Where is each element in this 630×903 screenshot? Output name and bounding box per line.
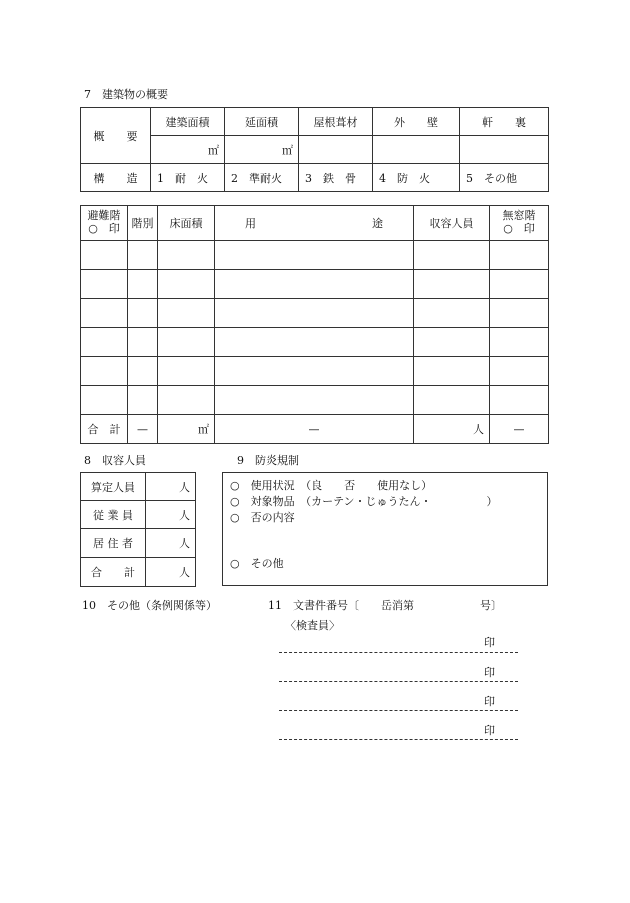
other-line[interactable]: ○ その他 xyxy=(230,557,284,570)
flame-regulation-box xyxy=(222,472,548,586)
structure-option-2[interactable]: 2 準耐火 xyxy=(225,164,299,192)
capacity-row-label: 合 計 xyxy=(81,558,146,587)
windowless-floor-mark: ○ 印 xyxy=(503,222,535,235)
stamp-mark: 印 xyxy=(484,636,495,649)
signature-line[interactable] xyxy=(279,681,518,682)
exterior-wall-cell[interactable] xyxy=(373,136,460,164)
capacity-row-unit[interactable]: 人 xyxy=(146,501,196,529)
inspector-label: 〈検査員〉 xyxy=(285,619,340,632)
col-exterior-wall: 外 壁 xyxy=(373,108,460,136)
col-windowless-floor xyxy=(490,206,549,241)
section-7-title: 7 建築物の概要 xyxy=(84,88,168,101)
structure-option-3[interactable]: 3 鉄 骨 xyxy=(299,164,373,192)
total-row xyxy=(81,415,549,444)
signature-line[interactable] xyxy=(279,739,518,740)
section-9-title: 9 防炎規制 xyxy=(237,454,299,467)
roof-material-cell[interactable] xyxy=(299,136,373,164)
structure-option-4[interactable]: 4 防 火 xyxy=(373,164,460,192)
table-row xyxy=(81,270,549,299)
col-eaves: 軒 裏 xyxy=(460,108,549,136)
building-area-unit: ㎡ xyxy=(151,136,225,164)
table-row xyxy=(81,357,549,386)
capacity-table xyxy=(80,472,196,587)
col-building-area: 建築面積 xyxy=(151,108,225,136)
evacuation-floor-label: 避難階 xyxy=(87,209,121,223)
signature-line[interactable] xyxy=(279,710,518,711)
eaves-cell[interactable] xyxy=(460,136,549,164)
total-floor-unit: ㎡ xyxy=(225,136,299,164)
section-10-title: 10 その他（条例関係等） xyxy=(82,599,217,612)
structure-option-1[interactable]: 1 耐 火 xyxy=(151,164,225,192)
col-use-char-2: 途 xyxy=(372,217,383,230)
capacity-row-label: 従 業 員 xyxy=(81,501,146,529)
total-label: 合 計 xyxy=(81,415,128,444)
capacity-row-unit[interactable]: 人 xyxy=(146,558,196,587)
building-overview-table xyxy=(80,107,549,192)
target-items-line[interactable]: ○ 対象物品 （カーテン・じゅうたん・ ） xyxy=(230,495,498,508)
overview-label: 概 要 xyxy=(81,108,151,164)
capacity-row-label: 居 住 者 xyxy=(81,529,146,558)
section-8-title: 8 収容人員 xyxy=(84,454,146,467)
evacuation-floor-mark: ○ 印 xyxy=(88,222,120,235)
table-row xyxy=(81,241,549,270)
col-total-floor-area: 延面積 xyxy=(225,108,299,136)
table-row xyxy=(81,299,549,328)
rejection-details-line[interactable]: ○ 否の内容 xyxy=(230,511,295,524)
stamp-mark: 印 xyxy=(484,724,495,737)
structure-label: 構 造 xyxy=(81,164,151,192)
col-evacuation-floor xyxy=(81,206,128,241)
total-area-unit: ㎡ xyxy=(158,415,215,444)
section-11-title: 11 文書件番号〔 岳消第 号〕 xyxy=(268,599,502,612)
col-floor: 階別 xyxy=(128,206,158,241)
capacity-row-unit[interactable]: 人 xyxy=(146,473,196,501)
usage-status-line[interactable]: ○ 使用状況 （良 否 使用なし） xyxy=(230,479,433,492)
total-use-dash: — xyxy=(215,415,414,444)
signature-line[interactable] xyxy=(279,652,518,653)
col-roof-material: 屋根葺材 xyxy=(299,108,373,136)
col-use xyxy=(215,206,414,241)
total-windowless-dash: — xyxy=(490,415,549,444)
col-floor-area: 床面積 xyxy=(158,206,215,241)
capacity-row-label: 算定人員 xyxy=(81,473,146,501)
col-use-char-1: 用 xyxy=(245,217,256,230)
stamp-mark: 印 xyxy=(484,666,495,679)
total-floor-dash: — xyxy=(128,415,158,444)
stamp-mark: 印 xyxy=(484,695,495,708)
capacity-row-unit[interactable]: 人 xyxy=(146,529,196,558)
total-people-unit: 人 xyxy=(414,415,490,444)
structure-option-5[interactable]: 5 その他 xyxy=(460,164,549,192)
col-capacity: 収容人員 xyxy=(414,206,490,241)
table-row xyxy=(81,386,549,415)
floor-usage-table xyxy=(80,205,549,444)
table-row xyxy=(81,328,549,357)
windowless-floor-label: 無窓階 xyxy=(502,209,536,223)
